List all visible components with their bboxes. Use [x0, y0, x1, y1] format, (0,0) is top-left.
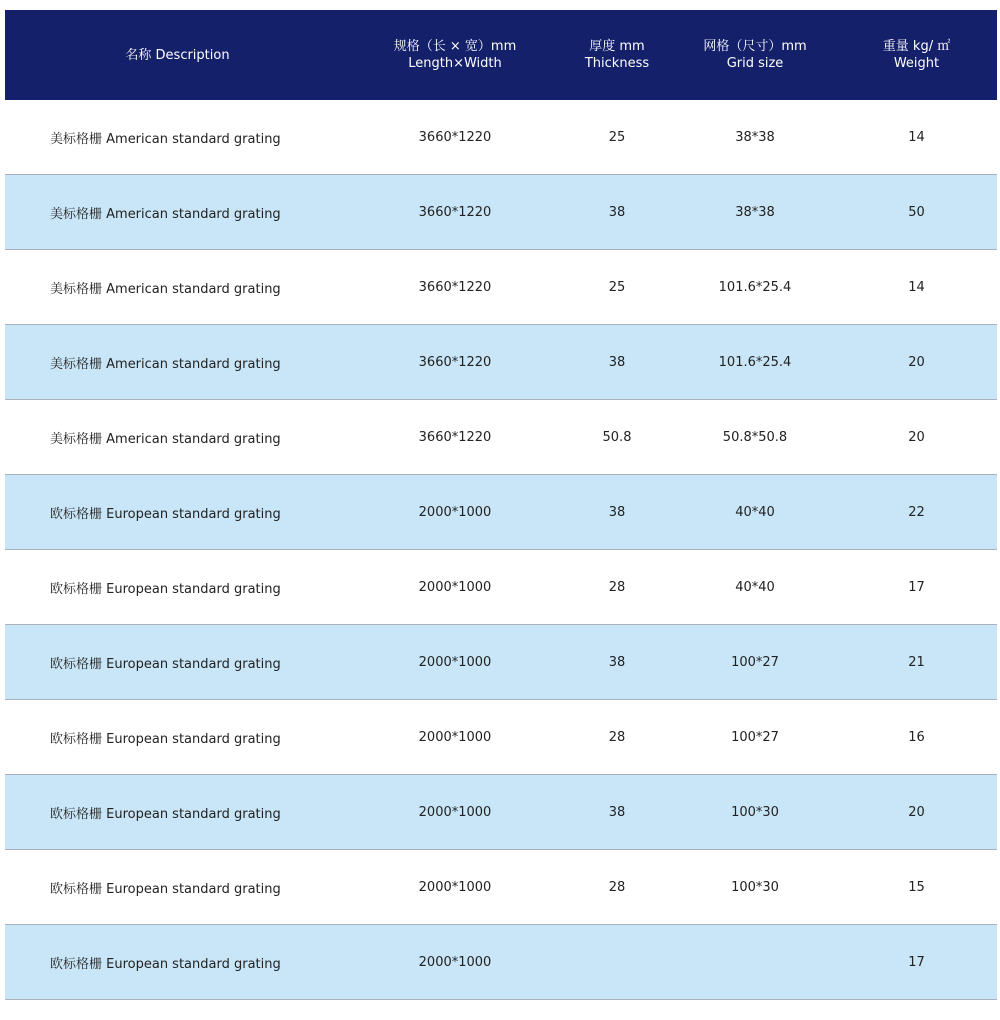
cell-grid-size: 40*40: [735, 504, 775, 520]
cell-grid-size: 50.8*50.8: [722, 429, 788, 445]
cell-thickness: 38: [608, 504, 626, 520]
header-description-label: 名称 Description: [125, 47, 230, 63]
table-row: [5, 250, 997, 325]
header-size-label-cn: 规格（长 × 宽）mm: [393, 39, 517, 54]
cell-thickness: 38: [608, 204, 626, 220]
cell-description: 美标格栅 American standard grating: [50, 356, 281, 372]
cell-weight: 50: [908, 204, 925, 220]
table-row: [5, 625, 997, 700]
cell-description: 欧标格栅 European standard grating: [50, 806, 281, 822]
cell-weight: 22: [908, 504, 925, 520]
header-description: [5, 47, 350, 64]
cell-weight: 14: [908, 129, 925, 145]
cell-size: 2000*1000: [418, 804, 492, 820]
cell-thickness: 28: [608, 579, 626, 595]
table-row: [5, 775, 997, 850]
cell-grid-size: 101.6*25.4: [718, 279, 792, 295]
grating-spec-table: [5, 10, 997, 1000]
cell-grid-size: 100*27: [731, 729, 779, 745]
cell-weight: 16: [908, 729, 925, 745]
cell-size: 3660*1220: [418, 204, 492, 220]
cell-description: 美标格栅 American standard grating: [50, 281, 281, 297]
header-grid-label-en: Grid size: [726, 56, 784, 71]
table-row: [5, 700, 997, 775]
cell-weight: 15: [908, 879, 925, 895]
cell-size: 2000*1000: [418, 504, 492, 520]
cell-grid-size: 100*30: [731, 804, 779, 820]
cell-description: 欧标格栅 European standard grating: [50, 581, 281, 597]
table-row: [5, 550, 997, 625]
cell-thickness: 28: [608, 729, 626, 745]
cell-description: 欧标格栅 European standard grating: [50, 506, 281, 522]
table-row: [5, 100, 997, 175]
header-weight: [836, 38, 997, 72]
cell-weight: 14: [908, 279, 925, 295]
cell-size: 2000*1000: [418, 954, 492, 970]
table-row: [5, 850, 997, 925]
cell-size: 2000*1000: [418, 579, 492, 595]
cell-size: 3660*1220: [418, 279, 492, 295]
table-row: [5, 475, 997, 550]
table-row: [5, 400, 997, 475]
cell-thickness: 38: [608, 654, 626, 670]
table-header: [5, 10, 997, 100]
cell-grid-size: 38*38: [735, 204, 775, 220]
cell-grid-size: 38*38: [735, 129, 775, 145]
cell-thickness: 28: [608, 879, 626, 895]
cell-size: 2000*1000: [418, 729, 492, 745]
cell-description: 欧标格栅 European standard grating: [50, 881, 281, 897]
cell-weight: 21: [908, 654, 925, 670]
cell-weight: 20: [908, 354, 925, 370]
cell-size: 3660*1220: [418, 354, 492, 370]
cell-weight: 20: [908, 429, 925, 445]
cell-thickness: 38: [608, 354, 626, 370]
cell-thickness: 25: [608, 129, 626, 145]
header-thickness: [560, 38, 674, 72]
table-row: [5, 175, 997, 250]
cell-description: 欧标格栅 European standard grating: [50, 731, 281, 747]
cell-grid-size: 101.6*25.4: [718, 354, 792, 370]
cell-thickness: 50.8: [602, 429, 632, 445]
cell-description: 美标格栅 American standard grating: [50, 131, 281, 147]
cell-description: 美标格栅 American standard grating: [50, 431, 281, 447]
table-row: [5, 325, 997, 400]
header-size-label-en: Length×Width: [408, 56, 502, 71]
table-row: [5, 925, 997, 1000]
cell-thickness: 38: [608, 804, 626, 820]
cell-thickness: 25: [608, 279, 626, 295]
cell-size: 2000*1000: [418, 654, 492, 670]
cell-size: 2000*1000: [418, 879, 492, 895]
cell-weight: 20: [908, 804, 925, 820]
header-weight-label-cn: 重量 kg/ ㎡: [882, 39, 951, 54]
cell-weight: 17: [908, 954, 925, 970]
cell-grid-size: 100*27: [731, 654, 779, 670]
header-grid-label-cn: 网格（尺寸）mm: [703, 39, 807, 54]
header-size: [350, 38, 560, 72]
header-grid-size: [674, 38, 836, 72]
header-thickness-label-en: Thickness: [584, 56, 650, 71]
cell-description: 欧标格栅 European standard grating: [50, 956, 281, 972]
header-thickness-label-cn: 厚度 mm: [589, 39, 645, 54]
cell-size: 3660*1220: [418, 429, 492, 445]
cell-weight: 17: [908, 579, 925, 595]
cell-grid-size: 100*30: [731, 879, 779, 895]
header-weight-label-en: Weight: [893, 56, 940, 71]
cell-size: 3660*1220: [418, 129, 492, 145]
cell-grid-size: 40*40: [735, 579, 775, 595]
cell-description: 美标格栅 American standard grating: [50, 206, 281, 222]
cell-description: 欧标格栅 European standard grating: [50, 656, 281, 672]
